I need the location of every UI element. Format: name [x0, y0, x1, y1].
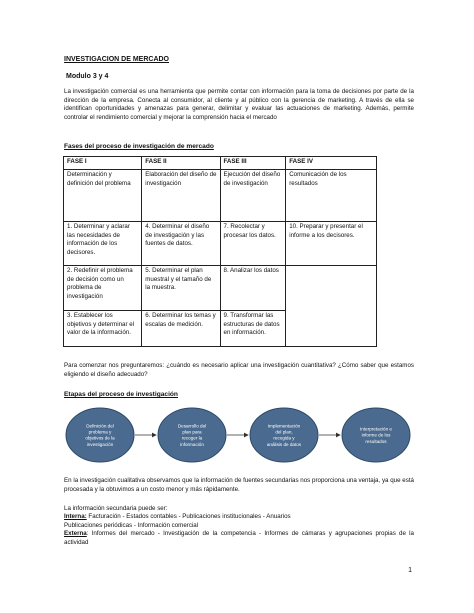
external-text: : Informes del mercado - Investigación de la competencia - Informes de cámaras y agrupaciones propias de la actividad	[64, 530, 414, 546]
process-stages-diagram	[64, 404, 414, 466]
table-cell: 5. Determinar el plan muestral y el tamaño de la muestra.	[142, 266, 220, 311]
secondary-sources	[64, 505, 414, 547]
external-label: Externa	[64, 530, 87, 538]
table-cell: Ejecución del diseño de investigación	[220, 170, 286, 222]
table-cell: Elaboración del diseño de investigación	[142, 170, 220, 222]
table-header-cell: FASE II	[142, 157, 220, 170]
stage-label: análisis de datos	[266, 441, 302, 447]
etapas-heading: Etapas del proceso de investigación	[64, 391, 178, 398]
stage-label: Definición del	[86, 423, 114, 429]
stage-label: informe de los	[361, 432, 391, 438]
table-cell: Comunicación de los resultados	[286, 170, 377, 222]
stage-label: Interpretación e	[360, 426, 392, 432]
external-sources	[64, 530, 414, 547]
table-cell: 1. Determinar y aclarar las necesidades de información de los decisores.	[64, 222, 142, 266]
fases-heading: Fases del proceso de investigación de mercado	[64, 143, 214, 150]
stage-label: investigación	[86, 441, 114, 447]
page-number: 1	[408, 567, 412, 574]
table-header-cell: FASE IV	[286, 157, 377, 170]
table-cell: 10. Preparar y presentar el informe a los decisores.	[286, 222, 377, 266]
stage-label: problema y	[88, 429, 112, 435]
qualitative-paragraph: En la investigación cualitativa observamos que la información de fuentes secundarias nos proporciona una ventaja, ya que está procesada y la obtuvimos a un costo menor y más rápidamente.	[64, 477, 414, 493]
table-cell: 2. Redefinir el problema de decisión como un problema de investigación	[64, 266, 142, 311]
document-title: INVESTIGACION DE MERCADO	[64, 56, 170, 63]
table-header-row	[64, 157, 377, 170]
table-cell-empty	[286, 266, 377, 347]
stage-label: recoger la	[181, 435, 203, 441]
module-label: Modulo 3 y 4	[66, 73, 109, 80]
internal-label: Interna:	[64, 513, 87, 521]
table-cell: 6. Determinar los temas y escalas de medición.	[142, 311, 220, 347]
stage-label: objetivos de la	[85, 435, 115, 441]
table-cell: 7. Recolectar y procesar los datos.	[220, 222, 286, 266]
stage-label: información	[180, 441, 204, 447]
stage-label: Implementación	[267, 423, 301, 429]
internal-sources	[64, 513, 414, 521]
stage-label: del plan,	[275, 429, 293, 435]
sources-intro: La información secundaria puede ser:	[64, 505, 168, 512]
table-header-cell: FASE III	[220, 157, 286, 170]
internal-text: Facturación - Estados contables - Publicaciones institucionales - Anuarios	[86, 513, 291, 521]
table-cell: 9. Transformar las estructuras de datos en información.	[220, 311, 286, 347]
stage-label: Desarrollo del	[177, 423, 207, 429]
table-row	[64, 170, 377, 222]
stage-label: recogida y	[273, 435, 295, 441]
table-cell: Determinación y definición del problema	[64, 170, 142, 222]
intro-paragraph: La investigación comercial es una herramienta que permite contar con información para la toma de decisiones por parte de la dirección de la empresa. Conecta al consumidor, al cliente y al público con la gerencia de marketing. A través de ella se identifican oportunidades y amenazas para generar, delimitar y evaluar las actuaciones de marketing. Además, permite controlar el rendimiento comercial y mejorar la comprensión hacia el mercado	[64, 88, 414, 121]
table-cell: 4. Determinar el diseño de investigación y las fuentes de datos.	[142, 222, 220, 266]
table-header-cell: FASE I	[64, 157, 142, 170]
stage-label: plan para	[182, 429, 202, 435]
table-row	[64, 266, 377, 311]
table-cell: 3. Establecer los objetivos y determinar el valor de la información.	[64, 311, 142, 347]
phases-table	[63, 156, 377, 347]
question-paragraph: Para comenzar nos preguntaremos: ¿cuándo es necesario aplicar una investigación cuantitativa? ¿Cómo saber que estamos eligiendo el diseño adecuado?	[64, 362, 414, 378]
table-cell: 8. Analizar los datos	[220, 266, 286, 311]
internal-sources-cont: Publicaciones periódicas - Información comercial	[64, 521, 199, 529]
table-row	[64, 222, 377, 266]
stage-label: resultados	[365, 438, 387, 444]
